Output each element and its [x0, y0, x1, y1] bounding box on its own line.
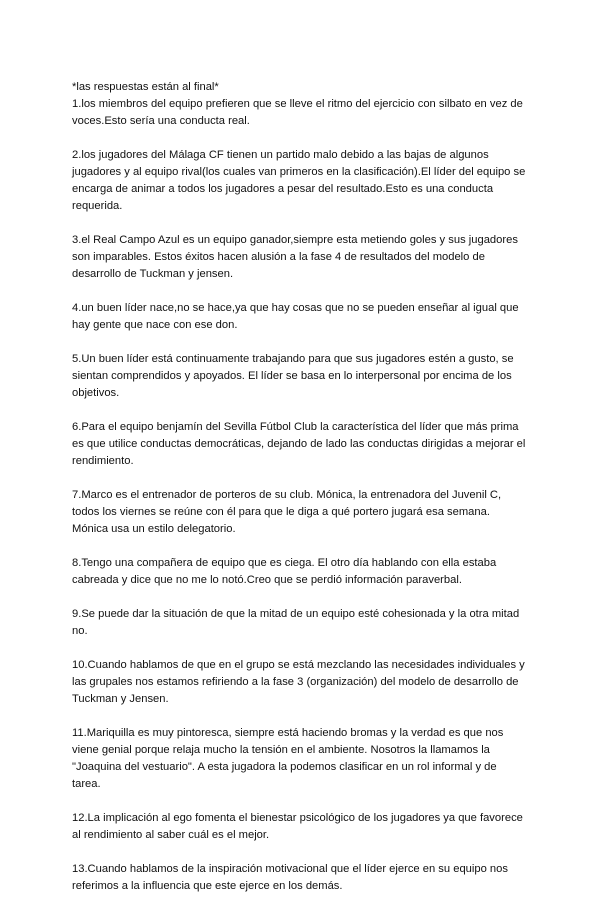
statement-6: 6.Para el equipo benjamín del Sevilla Fútbol Club la característica del líder que más prima es que utilice conductas democráticas, dejando de lado las conductas dirigidas a mejorar el rendimiento. — [72, 421, 526, 467]
statement-13: 13.Cuando hablamos de la inspiración motivacional que el líder ejerce en su equipo nos referimos a la influencia que este ejerce en los demás. — [72, 863, 508, 892]
statement-4: 4.un buen líder nace,no se hace,ya que hay cosas que no se pueden enseñar al igual que hay gente que nace con ese don. — [72, 302, 519, 331]
answers-note: *las respuestas están al final* — [72, 81, 219, 93]
statement-5: 5.Un buen líder está continuamente trabajando para que sus jugadores estén a gusto, se sientan comprendidos y apoyados. El líder se basa en lo interpersonal por encima de los objetivos. — [72, 353, 514, 399]
statement-11: 11.Mariquilla es muy pintoresca, siempre está haciendo bromas y la verdad es que nos viene genial porque relaja mucho la tensión en el ambiente. Nosotros la llamamos la "Joaquina del vestuario". A esta jugadora la podemos clasificar en un rol informal y de tarea. — [72, 727, 504, 790]
statement-7: 7.Marco es el entrenador de porteros de su club. Mónica, la entrenadora del Juvenil C, todos los viernes se reúne con él para que le diga a qué portero jugará esa semana. Mónica usa un estilo delegatorio. — [72, 489, 502, 535]
statement-8: 8.Tengo una compañera de equipo que es ciega. El otro día hablando con ella estaba cabreada y dice que no me lo notó.Creo que se perdió información paraverbal. — [72, 557, 497, 586]
statement-10: 10.Cuando hablamos de que en el grupo se está mezclando las necesidades individuales y las grupales nos estamos refiriendo a la fase 3 (organización) del modelo de desarrollo de Tuckman y Jensen. — [72, 659, 525, 705]
statement-12: 12.La implicación al ego fomenta el bienestar psicológico de los jugadores ya que favorece al rendimiento al saber cuál es el mejor. — [72, 812, 523, 841]
statement-3: 3.el Real Campo Azul es un equipo ganador,siempre esta metiendo goles y sus jugadores son imparables. Estos éxitos hacen alusión a la fase 4 de resultados del modelo de desarrollo de Tuckman y jensen. — [72, 234, 518, 280]
statement-1: 1.los miembros del equipo prefieren que se lleve el ritmo del ejercicio con silbato en vez de voces.Esto sería una conducta real. — [72, 98, 523, 127]
document-body — [72, 79, 528, 912]
statement-9: 9.Se puede dar la situación de que la mitad de un equipo esté cohesionada y la otra mitad no. — [72, 608, 520, 637]
statement-2: 2.los jugadores del Málaga CF tienen un partido malo debido a las bajas de algunos jugadores y al equipo rival(los cuales van primeros en la clasificación).El líder del equipo se encarga de animar a todos los jugadores a pesar del resultado.Esto es una conducta requerida. — [72, 149, 526, 212]
